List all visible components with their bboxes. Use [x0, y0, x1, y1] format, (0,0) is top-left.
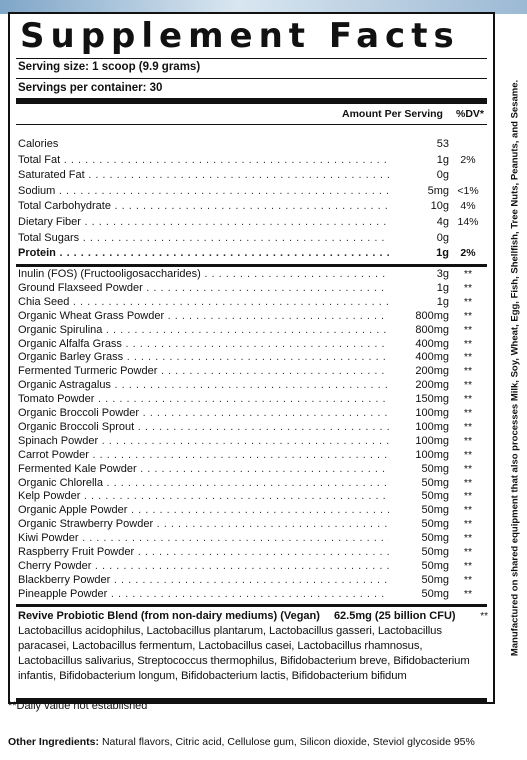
- row-name: Organic Astragalus . . .: [18, 379, 448, 391]
- ingredient-row: [18, 546, 485, 558]
- row-amount: 50mg: [389, 574, 449, 586]
- row-dv: **: [463, 379, 473, 392]
- row-dv: **: [463, 504, 473, 517]
- row-name: Organic Chlorella . . .: [18, 477, 448, 489]
- row-name: Ground Flaxseed Powder . . .: [18, 282, 448, 294]
- ingredient-row: [18, 379, 485, 391]
- row-dv: **: [463, 268, 473, 280]
- row-amount: 0g: [389, 169, 449, 181]
- row-name: Cherry Powder . . .: [18, 560, 448, 572]
- row-dv: **: [463, 546, 473, 558]
- row-amount: 800mg: [389, 310, 449, 322]
- medium-divider: [16, 604, 487, 607]
- medium-divider: [16, 264, 487, 267]
- ingredient-row: [18, 282, 485, 294]
- ingredient-row: [18, 532, 485, 544]
- servings-per-container: Servings per container: 30: [18, 82, 163, 94]
- ingredient-row: [18, 504, 485, 516]
- row-name: Organic Wheat Grass Powder . . .: [18, 310, 448, 322]
- row-name: Organic Broccoli Sprout . . .: [18, 421, 448, 433]
- ingredient-row: [18, 490, 485, 502]
- row-amount: 800mg: [389, 324, 449, 336]
- row-dv: **: [463, 532, 473, 545]
- row-dv: <1%: [457, 184, 479, 197]
- nutrient-row: [18, 247, 485, 259]
- row-amount: 400mg: [389, 338, 449, 350]
- row-name: Chia Seed . . .: [18, 296, 448, 308]
- dv-header: %DV*: [456, 108, 485, 120]
- row-name: Organic Broccoli Powder . . .: [18, 407, 448, 419]
- row-dv: **: [463, 434, 473, 447]
- row-name: Spinach Powder . . .: [18, 435, 448, 447]
- row-name: Kelp Powder . . .: [18, 490, 448, 502]
- ingredient-row: [18, 351, 485, 363]
- row-name: Tomato Powder . . .: [18, 393, 448, 405]
- row-amount: 50mg: [389, 477, 449, 489]
- row-amount: 50mg: [389, 532, 449, 544]
- row-dv: 14%: [457, 216, 479, 228]
- probiotic-amount: 62.5mg (25 billion CFU): [333, 610, 456, 622]
- row-dv: **: [463, 476, 473, 489]
- row-name: Organic Apple Powder . . .: [18, 504, 448, 516]
- row-dv: 4%: [460, 200, 476, 213]
- ingredient-row: [18, 407, 485, 419]
- row-amount: 1g: [389, 154, 449, 166]
- row-name: Calories: [18, 138, 59, 150]
- row-dv: **: [463, 587, 473, 600]
- probiotic-name: Revive Probiotic Blend (from non-dairy mediums) (Vegan): [18, 610, 320, 622]
- ingredient-row: [18, 324, 485, 336]
- probiotic-heading: [18, 609, 488, 624]
- row-name: Dietary Fiber . . .: [18, 216, 448, 228]
- row-name: Total Fat . . .: [18, 154, 448, 166]
- nutrient-row: [18, 154, 485, 166]
- row-dv: **: [463, 559, 473, 572]
- row-name: Fermented Kale Powder . . .: [18, 463, 448, 475]
- thick-divider: [16, 98, 487, 104]
- row-dv: **: [463, 295, 473, 308]
- row-amount: 0g: [389, 232, 449, 244]
- row-dv: **: [463, 337, 473, 350]
- row-amount: 1g: [389, 247, 449, 259]
- row-amount: 1g: [389, 296, 449, 308]
- ingredient-row: [18, 518, 485, 530]
- ingredient-row: [18, 463, 485, 475]
- nutrient-row: [18, 185, 485, 197]
- footnote: **Daily value not established: [8, 700, 148, 712]
- row-dv: **: [463, 407, 473, 419]
- row-amount: 50mg: [389, 463, 449, 475]
- ingredient-row: [18, 421, 485, 433]
- row-name: Protein . . .: [18, 247, 448, 259]
- row-amount: 10g: [389, 200, 449, 212]
- divider: [16, 124, 487, 125]
- row-name: Pineapple Powder . . .: [18, 588, 448, 600]
- row-dv: **: [463, 309, 473, 322]
- ingredient-row: [18, 365, 485, 377]
- row-dv: **: [463, 420, 473, 433]
- row-dv: 2%: [460, 153, 476, 166]
- other-ingredients: [8, 736, 475, 748]
- row-dv: **: [463, 365, 473, 378]
- ingredient-row: [18, 310, 485, 322]
- row-amount: 50mg: [389, 560, 449, 572]
- row-dv: 2%: [460, 247, 476, 260]
- ingredient-row: [18, 435, 485, 447]
- ingredient-row: [18, 393, 485, 405]
- row-amount: 50mg: [389, 504, 449, 516]
- row-name: Inulin (FOS) (Fructooligosaccharides) . . .: [18, 268, 448, 280]
- ingredient-row: [18, 296, 485, 308]
- row-amount: 100mg: [389, 435, 449, 447]
- row-dv: **: [463, 393, 473, 406]
- ingredient-row: [18, 560, 485, 572]
- row-dv: **: [463, 323, 473, 336]
- row-name: Fermented Turmeric Powder . . .: [18, 365, 448, 377]
- allergen-text: Manufactured on shared equipment that also processes Milk, Soy, Wheat, Egg, Fish, Shellfish, Tree Nuts, Peanuts, and Sesame.: [509, 79, 521, 657]
- ingredient-row: [18, 477, 485, 489]
- nutrient-row: [18, 200, 485, 212]
- other-ingredients-label: Other Ingredients:: [8, 736, 100, 748]
- row-name: Saturated Fat . . .: [18, 169, 448, 181]
- row-name: Blackberry Powder . . .: [18, 574, 448, 586]
- allergen-statement: [507, 8, 523, 728]
- serving-size: Serving size: 1 scoop (9.9 grams): [18, 61, 201, 73]
- nutrient-row: [18, 216, 485, 228]
- ingredient-row: [18, 268, 485, 280]
- panel-title: Supplement Facts: [20, 16, 460, 56]
- row-name: Organic Alfalfa Grass . . .: [18, 338, 448, 350]
- row-dv: **: [463, 518, 473, 531]
- row-amount: 3g: [389, 268, 449, 280]
- row-amount: 100mg: [389, 421, 449, 433]
- row-amount: 100mg: [389, 407, 449, 419]
- row-name: Organic Barley Grass . . .: [18, 351, 448, 363]
- amount-header: Amount Per Serving: [342, 108, 443, 120]
- row-name: Organic Strawberry Powder . . .: [18, 518, 448, 530]
- row-amount: 150mg: [389, 393, 449, 405]
- row-name: Sodium . . .: [18, 185, 448, 197]
- row-amount: 53: [389, 138, 449, 150]
- row-amount: 100mg: [389, 449, 449, 461]
- supplement-facts-panel: [8, 12, 495, 704]
- row-amount: 4g: [389, 216, 449, 228]
- probiotic-dv: **: [480, 611, 488, 622]
- row-amount: 200mg: [389, 379, 449, 391]
- row-name: Kiwi Powder . . .: [18, 532, 448, 544]
- nutrient-row: [18, 232, 485, 244]
- probiotic-strains: Lactobacillus acidophilus, Lactobacillus plantarum, Lactobacillus gasseri, Lactobacillus paracasei, Lactobacillus fermentum, Lactobacillus casei, Lactobacillus rhamnosus, Lactobacillus salivarius, Streptococcus thermophilus, Bifidobacterium breve, Bifidobacterium infantis, Bifidobacterium longum, Bifidobacterium lactis, Bifidobacterium bifidum: [18, 625, 470, 682]
- row-amount: 50mg: [389, 588, 449, 600]
- row-dv: **: [463, 351, 473, 364]
- row-dv: **: [463, 573, 473, 586]
- row-amount: 5mg: [389, 185, 449, 197]
- probiotic-blend: [18, 609, 488, 684]
- ingredient-row: [18, 574, 485, 586]
- ingredient-row: [18, 449, 485, 461]
- row-amount: 50mg: [389, 546, 449, 558]
- row-name: Total Carbohydrate . . .: [18, 200, 448, 212]
- nutrient-row: [18, 138, 485, 150]
- ingredient-row: [18, 588, 485, 600]
- row-name: Total Sugars . . .: [18, 232, 448, 244]
- row-amount: 400mg: [389, 351, 449, 363]
- row-name: Organic Spirulina . . .: [18, 324, 448, 336]
- row-dv: **: [463, 462, 473, 475]
- ingredient-row: [18, 338, 485, 350]
- row-amount: 50mg: [389, 518, 449, 530]
- row-amount: 1g: [389, 282, 449, 294]
- other-ingredients-list: Natural flavors, Citric acid, Cellulose gum, Silicon dioxide, Steviol glycoside 95%: [101, 736, 475, 748]
- divider: [16, 58, 487, 59]
- nutrient-row: [18, 169, 485, 181]
- row-name: Carrot Powder . . .: [18, 449, 448, 461]
- row-amount: 200mg: [389, 365, 449, 377]
- row-dv: **: [463, 281, 473, 294]
- divider: [16, 78, 487, 79]
- row-amount: 50mg: [389, 490, 449, 502]
- row-dv: **: [463, 490, 473, 503]
- row-name: Raspberry Fruit Powder . . .: [18, 546, 448, 558]
- row-dv: **: [463, 448, 473, 461]
